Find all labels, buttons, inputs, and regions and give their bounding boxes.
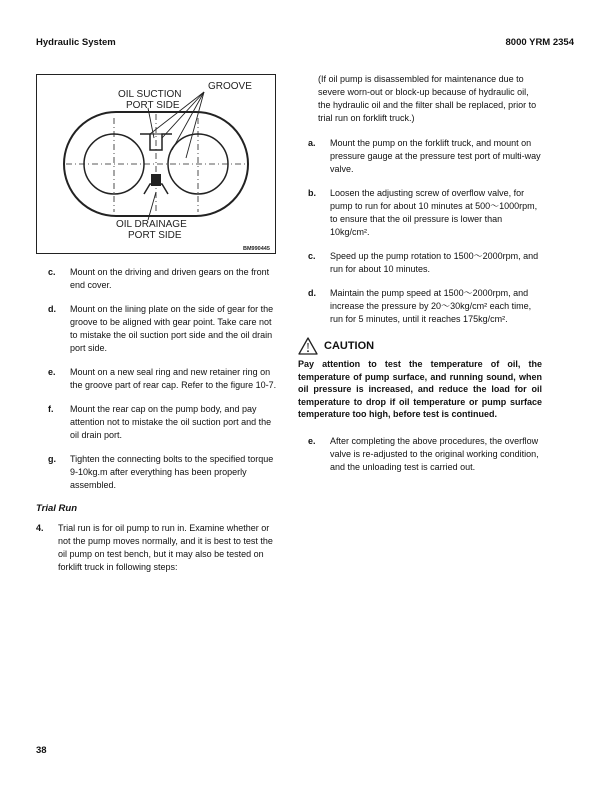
gear-pump-diagram: [36, 74, 276, 254]
step-text: Mount the pump on the forklift truck, and mount on pressure gauge at the pressure test port of multi-way valve.: [330, 138, 541, 174]
right-column: [298, 73, 542, 485]
step-text: Speed up the pump rotation to 1500～2000rpm, and run for about 10 minutes.: [330, 251, 539, 274]
step-label: c.: [308, 251, 316, 261]
step-label: g.: [48, 454, 56, 464]
step-a: [298, 137, 542, 176]
step-label: e.: [48, 367, 56, 377]
step-text: Mount on the lining plate on the side of gear for the groove to be aligned with gear point. Take care not to mistake the oil suction port side and the oil drain port side.: [70, 304, 274, 353]
caution-header: [298, 337, 542, 355]
step-text: Tighten the connecting bolts to the specified torque 9-10kg.m after everything has been properly assembled.: [70, 454, 274, 490]
maintenance-note: (If oil pump is disassembled for maintenance due to severe worn-out or block-up because of hydraulic oil, the hydraulic oil and the filter shall be replaced, prior to trial run on forklift truck.): [318, 74, 537, 123]
step-text: Mount on the driving and driven gears on the front end cover.: [70, 267, 270, 290]
caution-text: Pay attention to test the temperature of oil, the temperature of pump surface, and running sound, when oil pressure is increased, and reduce the load for oil temperature to drop if oil temperature or pump surface temperature too high, before test is continued.: [298, 359, 542, 420]
caution-title: CAUTION: [324, 340, 375, 352]
step-b: [298, 187, 542, 239]
step-text: Trial run is for oil pump to run in. Examine whether or not the pump moves normally, and it is best to test the oil pump on test bench, but it may also be tested on forklift truck in following steps:: [58, 523, 273, 572]
step-label: a.: [308, 138, 316, 148]
step-text: Loosen the adjusting screw of overflow valve, for pump to run for about 10 minutes at 500～1000rpm, to ensure that the oil pressure is lower than 10kg/cm².: [330, 188, 538, 237]
figure-id: BM990445: [243, 246, 270, 252]
warning-triangle-icon: [298, 337, 318, 355]
figure-label-drainage-line2: PORT SIDE: [128, 230, 182, 241]
figure-label-suction-line2: PORT SIDE: [126, 100, 180, 111]
step-d: [36, 303, 281, 355]
header-section-title: Hydraulic System: [36, 37, 116, 48]
figure-label-suction-line1: OIL SUCTION: [118, 89, 182, 100]
step-text: Maintain the pump speed at 1500～2000rpm, and increase the pressure by 20～30kg/cm² each time, run for 5 minutes, until it reaches 175kg/cm².: [330, 288, 532, 324]
step-label: f.: [48, 404, 54, 414]
figure-label-groove: GROOVE: [208, 81, 252, 92]
left-column: [36, 266, 281, 585]
step-c-right: [298, 250, 542, 276]
step-4: [36, 522, 281, 574]
step-e-right: [298, 435, 542, 474]
figure-label-drainage-line1: OIL DRAINAGE: [116, 219, 187, 230]
step-label: d.: [48, 304, 56, 314]
step-label: b.: [308, 188, 316, 198]
step-e: [36, 366, 281, 392]
step-label: d.: [308, 288, 316, 298]
step-number: 4.: [36, 523, 44, 533]
step-c: [36, 266, 281, 292]
step-g: [36, 453, 281, 492]
step-label: c.: [48, 267, 56, 277]
step-f: [36, 403, 281, 442]
step-label: e.: [308, 435, 316, 446]
step-d-right: [298, 287, 542, 326]
header-doc-number: 8000 YRM 2354: [505, 37, 574, 48]
step-text: Mount the rear cap on the pump body, and pay attention not to mistake the oil suction port and the oil drain port.: [70, 404, 272, 440]
trial-run-heading: Trial Run: [36, 503, 77, 514]
step-text: Mount on a new seal ring and new retainer ring on the groove part of rear cap. Refer to the figure 10-7.: [70, 367, 277, 390]
gear-pump-figure: [36, 74, 276, 254]
step-text: After completing the above procedures, the overflow valve is re-adjusted to the original working condition, and the unloading test is carried out.: [330, 435, 539, 472]
page-number: 38: [36, 745, 47, 756]
